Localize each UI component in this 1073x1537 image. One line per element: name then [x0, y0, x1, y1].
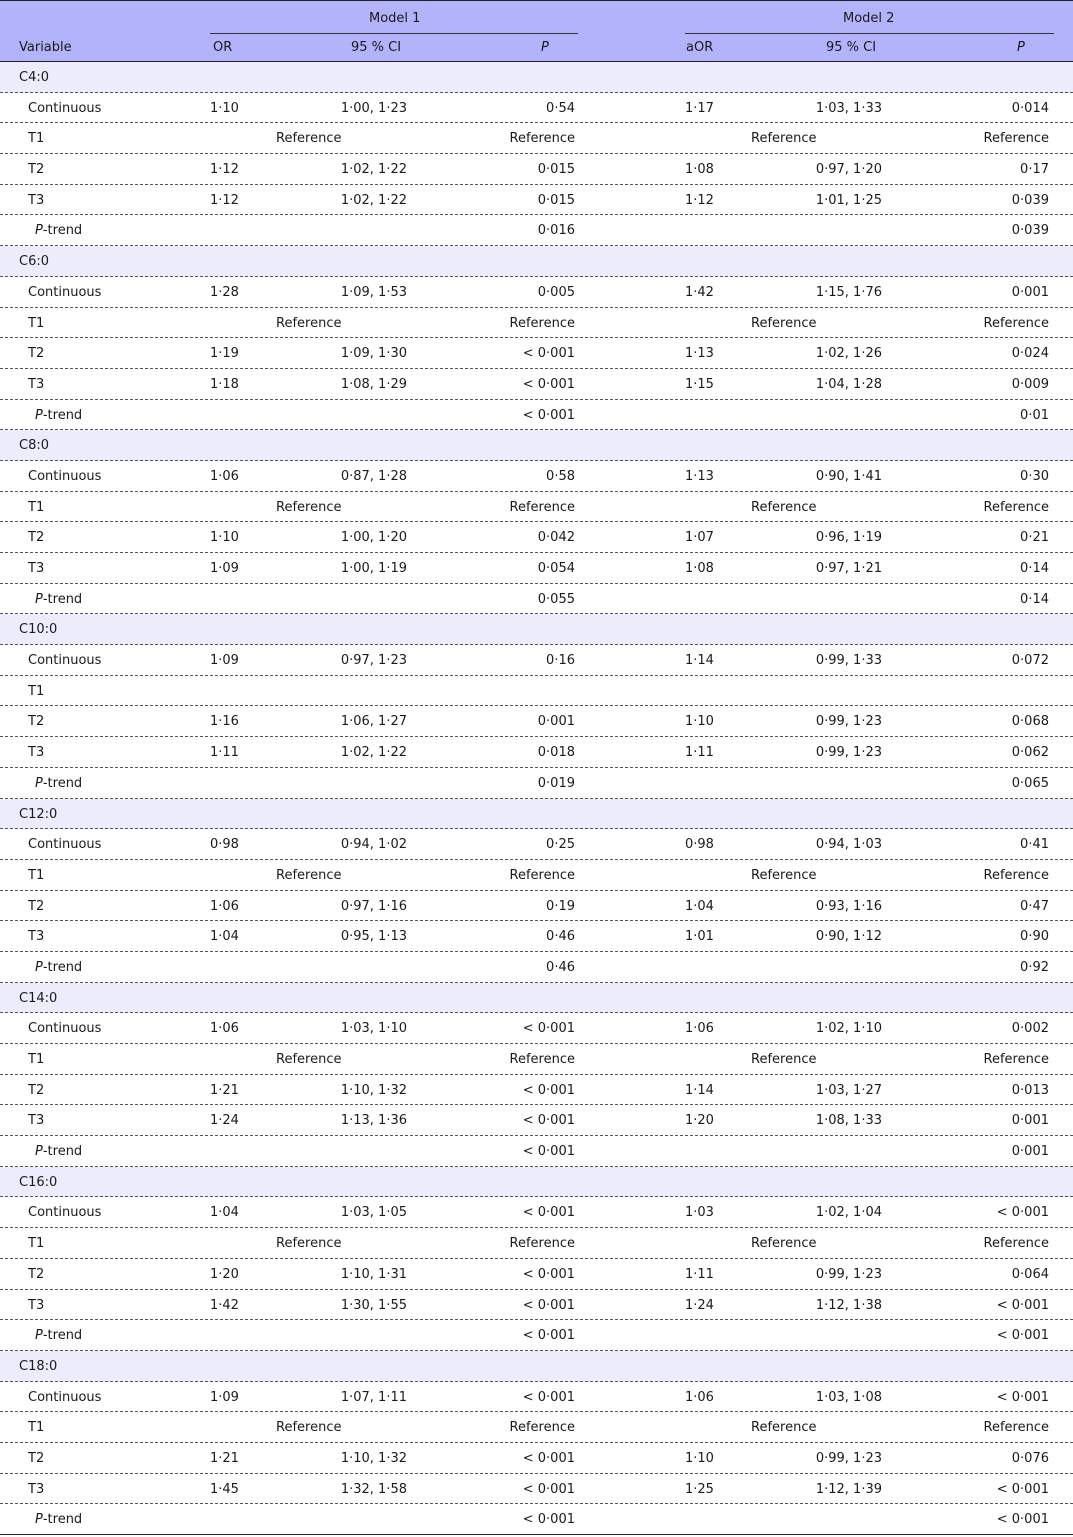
model2-or-cell: 1·25 — [685, 1481, 714, 1497]
row-label: T3 — [28, 1481, 45, 1497]
group-label: C12:0 — [19, 806, 58, 822]
table-row — [0, 1136, 1073, 1167]
table-row — [0, 338, 1073, 369]
row-label: T2 — [28, 1450, 45, 1466]
model1-ci-cell: 1·09, 1·53 — [340, 284, 407, 300]
row-label: P-trend — [35, 223, 83, 239]
ci1-heading: 95 % CI — [351, 40, 402, 55]
model2-p-cell: < 0·001 — [996, 1297, 1049, 1313]
model2-p-cell: 0·072 — [1011, 653, 1049, 669]
model2-or-cell: 1·10 — [685, 714, 714, 730]
model1-p-cell: 0·054 — [537, 561, 575, 576]
model2-heading: Model 2 — [843, 11, 895, 26]
table-row — [0, 829, 1073, 860]
table-row — [0, 1443, 1073, 1474]
model1-p-cell: Reference — [509, 1236, 575, 1252]
model1-p-cell: Reference — [509, 1052, 575, 1067]
model2-ci-cell: 1·04, 1·28 — [815, 376, 882, 392]
model1-heading: Model 1 — [369, 11, 421, 26]
model2-ci-cell: 0·99, 1·23 — [815, 714, 882, 730]
group-label: C10:0 — [19, 622, 58, 638]
model2-or-cell: 1·06 — [685, 1389, 714, 1405]
model2-ci-cell: 1·12, 1·38 — [815, 1297, 882, 1313]
group-row — [0, 1351, 1073, 1382]
model1-p-cell: 0·001 — [537, 714, 575, 730]
model1-p-cell: < 0·001 — [522, 1389, 575, 1405]
model1-p-cell: 0·055 — [537, 591, 575, 607]
table-row — [0, 93, 1073, 124]
p2-heading: P — [1017, 40, 1025, 55]
model2-or-cell: 1·01 — [685, 929, 714, 945]
model1-p-cell: < 0·001 — [522, 1082, 575, 1098]
model2-ci-cell: 0·99, 1·23 — [815, 745, 882, 761]
or-heading: OR — [213, 40, 233, 55]
model2-ci-cell: 0·99, 1·23 — [815, 1450, 882, 1466]
model1-or-cell: 1·42 — [210, 1297, 239, 1313]
row-label: T1 — [28, 867, 45, 883]
model1-or-cell: 1·09 — [210, 653, 239, 669]
model2-p-cell: 0·41 — [1020, 837, 1049, 853]
model1-ci-cell: 0·97, 1·16 — [340, 898, 407, 914]
model2-p-cell: Reference — [983, 867, 1049, 883]
model1-ci-cell: Reference — [276, 1236, 342, 1252]
variable-heading: Variable — [19, 40, 72, 55]
row-label: T1 — [28, 1420, 45, 1436]
table-row — [0, 461, 1073, 492]
model2-p-cell: 0·92 — [1020, 959, 1049, 975]
model1-ci-cell: 1·03, 1·10 — [340, 1021, 407, 1037]
row-label: T3 — [28, 1113, 45, 1129]
group-label: C16:0 — [19, 1174, 58, 1190]
table-row — [0, 1382, 1073, 1413]
model2-p-cell: < 0·001 — [996, 1205, 1049, 1221]
model2-p-cell: 0·064 — [1011, 1266, 1049, 1282]
model1-p-cell: Reference — [509, 315, 575, 331]
model2-or-cell: 1·24 — [685, 1297, 714, 1313]
model2-ci-cell: Reference — [751, 499, 817, 515]
model1-ci-cell: Reference — [276, 499, 342, 515]
model1-p-cell: < 0·001 — [522, 1512, 575, 1528]
model2-ci-cell: 0·99, 1·23 — [815, 1266, 882, 1282]
model2-p-cell: 0·14 — [1020, 591, 1049, 607]
model1-p-cell: 0·19 — [546, 898, 575, 914]
row-label: P-trend — [35, 1144, 83, 1160]
table-row — [0, 553, 1073, 584]
table-row — [0, 400, 1073, 431]
model1-or-cell: 1·21 — [210, 1082, 239, 1098]
model1-or-cell: 1·10 — [210, 100, 239, 116]
table-row — [0, 676, 1073, 707]
model1-p-cell: 0·019 — [537, 775, 575, 791]
ci2-heading: 95 % CI — [826, 40, 877, 55]
model2-p-cell: 0·90 — [1020, 929, 1049, 945]
row-label: P-trend — [35, 591, 83, 607]
table-row — [0, 308, 1073, 339]
model1-or-cell: 1·19 — [210, 346, 239, 362]
model2-p-cell: Reference — [983, 1420, 1049, 1436]
group-row — [0, 62, 1073, 93]
table-row — [0, 706, 1073, 737]
model1-p-cell: < 0·001 — [522, 407, 575, 423]
table-body — [0, 62, 1073, 1535]
model1-ci-cell: 0·94, 1·02 — [340, 837, 407, 853]
model1-p-cell: 0·018 — [537, 745, 575, 761]
row-label: T2 — [28, 714, 45, 730]
model2-ci-cell: Reference — [751, 1236, 817, 1252]
model1-ci-cell: 1·09, 1·30 — [340, 346, 407, 362]
model1-ci-cell: 1·02, 1·22 — [340, 162, 407, 178]
row-label: T1 — [28, 131, 45, 147]
model1-p-cell: < 0·001 — [522, 376, 575, 392]
table-row — [0, 185, 1073, 216]
model1-or-cell: 1·45 — [210, 1481, 239, 1497]
row-label: Continuous — [28, 837, 102, 853]
table-row — [0, 891, 1073, 922]
group-label: C6:0 — [19, 254, 49, 270]
model1-ci-cell: Reference — [276, 1052, 342, 1067]
model2-or-cell: 1·12 — [685, 192, 714, 208]
model1-ci-cell: 0·97, 1·23 — [340, 653, 407, 669]
model1-or-cell: 1·12 — [210, 162, 239, 178]
row-label: T1 — [28, 1236, 45, 1252]
row-label: P-trend — [35, 1328, 83, 1344]
table-row — [0, 1320, 1073, 1351]
model2-or-cell: 1·14 — [685, 1082, 714, 1098]
model2-ci-cell: 1·08, 1·33 — [815, 1113, 882, 1129]
table-row — [0, 1474, 1073, 1505]
model2-p-cell: 0·002 — [1011, 1021, 1049, 1037]
model1-p-cell: 0·042 — [537, 530, 575, 546]
model2-p-cell: 0·024 — [1011, 346, 1049, 362]
table-row — [0, 584, 1073, 615]
model1-ci-cell: 1·08, 1·29 — [340, 376, 407, 392]
table-row — [0, 369, 1073, 400]
table-row — [0, 1197, 1073, 1228]
model1-or-cell: 1·16 — [210, 714, 239, 730]
model1-or-cell: 1·20 — [210, 1266, 239, 1282]
model1-p-cell: < 0·001 — [522, 1144, 575, 1160]
model2-or-cell: 1·08 — [685, 162, 714, 178]
model2-ci-cell: 0·90, 1·12 — [815, 929, 882, 945]
row-label: T3 — [28, 1297, 45, 1313]
model2-p-cell: 0·30 — [1020, 468, 1049, 484]
row-label: T3 — [28, 561, 45, 576]
table-row — [0, 921, 1073, 952]
table-row — [0, 1075, 1073, 1106]
model2-p-cell: 0·065 — [1011, 775, 1049, 791]
model2-ci-cell: Reference — [751, 315, 817, 331]
group-row — [0, 246, 1073, 277]
model1-ci-cell: 1·00, 1·20 — [340, 530, 407, 546]
table-row — [0, 737, 1073, 768]
model1-p-cell: 0·58 — [546, 468, 575, 484]
model1-or-cell: 1·04 — [210, 1205, 239, 1221]
model1-or-cell: 1·06 — [210, 468, 239, 484]
model1-or-cell: 1·06 — [210, 1021, 239, 1037]
model1-p-cell: Reference — [509, 499, 575, 515]
model2-p-cell: 0·14 — [1020, 561, 1049, 576]
model1-ci-cell: Reference — [276, 131, 342, 147]
model2-or-cell: 1·42 — [685, 284, 714, 300]
model1-ci-cell: 1·06, 1·27 — [340, 714, 407, 730]
table-row — [0, 952, 1073, 983]
table-row — [0, 492, 1073, 523]
model2-ci-cell: 1·02, 1·26 — [815, 346, 882, 362]
model2-p-cell: Reference — [983, 499, 1049, 515]
model2-p-cell: 0·001 — [1011, 1113, 1049, 1129]
model2-or-cell: 1·13 — [685, 468, 714, 484]
model1-ci-cell: 0·95, 1·13 — [340, 929, 407, 945]
model1-p-cell: 0·54 — [546, 100, 575, 116]
model2-p-cell: < 0·001 — [996, 1481, 1049, 1497]
model2-or-cell: 1·03 — [685, 1205, 714, 1221]
model2-ci-cell: 0·93, 1·16 — [815, 898, 882, 914]
table-row — [0, 1044, 1073, 1075]
group-label: C18:0 — [19, 1358, 58, 1374]
row-label: T1 — [28, 315, 45, 331]
model1-p-cell: 0·46 — [546, 959, 575, 975]
table-header — [0, 0, 1073, 62]
table-row — [0, 1412, 1073, 1443]
model2-p-cell: 0·47 — [1020, 898, 1049, 914]
row-label: Continuous — [28, 1205, 102, 1221]
model2-or-cell: 1·06 — [685, 1021, 714, 1037]
row-label: T2 — [28, 1082, 45, 1098]
model2-ci-cell: 0·97, 1·21 — [815, 561, 882, 576]
model1-ci-cell: 1·07, 1·11 — [340, 1389, 407, 1405]
model2-ci-cell: 1·02, 1·10 — [815, 1021, 882, 1037]
model1-or-cell: 1·12 — [210, 192, 239, 208]
model1-or-cell: 1·28 — [210, 284, 239, 300]
model2-ci-cell: 1·02, 1·04 — [815, 1205, 882, 1221]
row-label: T2 — [28, 530, 45, 546]
model2-ci-cell: 0·94, 1·03 — [815, 837, 882, 853]
model2-ci-cell: 1·03, 1·27 — [815, 1082, 882, 1098]
row-label: Continuous — [28, 100, 102, 116]
model2-ci-cell: Reference — [751, 867, 817, 883]
model1-ci-cell: Reference — [276, 867, 342, 883]
model1-p-cell: < 0·001 — [522, 1450, 575, 1466]
row-label: Continuous — [28, 468, 102, 484]
table-row — [0, 154, 1073, 185]
model1-p-cell: < 0·001 — [522, 346, 575, 362]
table-row — [0, 215, 1073, 246]
model2-or-cell: 1·15 — [685, 376, 714, 392]
model2-or-cell: 0·98 — [685, 837, 714, 853]
table-row — [0, 860, 1073, 891]
row-label: Continuous — [28, 284, 102, 300]
model1-or-cell: 1·06 — [210, 898, 239, 914]
model2-or-cell: 1·11 — [685, 745, 714, 761]
model2-or-cell: 1·04 — [685, 898, 714, 914]
model2-ci-cell: Reference — [751, 1052, 817, 1067]
model1-p-cell: 0·016 — [537, 223, 575, 239]
row-label: T3 — [28, 192, 45, 208]
model2-p-cell: 0·21 — [1020, 530, 1049, 546]
table-row — [0, 1290, 1073, 1321]
model1-p-cell: 0·015 — [537, 192, 575, 208]
table-row — [0, 1504, 1073, 1535]
row-label: Continuous — [28, 1021, 102, 1037]
table-row — [0, 768, 1073, 799]
model2-rule — [685, 33, 1054, 34]
model2-ci-cell: 0·97, 1·20 — [815, 162, 882, 178]
table-row — [0, 1013, 1073, 1044]
row-label: P-trend — [35, 1512, 83, 1528]
model1-p-cell: < 0·001 — [522, 1328, 575, 1344]
model1-ci-cell: 1·30, 1·55 — [340, 1297, 407, 1313]
model2-p-cell: Reference — [983, 131, 1049, 147]
model2-p-cell: Reference — [983, 1052, 1049, 1067]
model2-or-cell: 1·08 — [685, 561, 714, 576]
model1-ci-cell: 1·13, 1·36 — [340, 1113, 407, 1129]
table-row — [0, 277, 1073, 308]
group-label: C8:0 — [19, 438, 49, 454]
p1-heading: P — [541, 40, 549, 55]
model1-p-cell: Reference — [509, 1420, 575, 1436]
model2-p-cell: 0·001 — [1011, 284, 1049, 300]
model1-ci-cell: 1·10, 1·32 — [340, 1450, 407, 1466]
model1-p-cell: 0·16 — [546, 653, 575, 669]
table-row — [0, 522, 1073, 553]
model2-ci-cell: 0·90, 1·41 — [815, 468, 882, 484]
model1-or-cell: 0·98 — [210, 837, 239, 853]
table-row — [0, 1105, 1073, 1136]
model1-ci-cell: 1·10, 1·32 — [340, 1082, 407, 1098]
model2-ci-cell: 0·96, 1·19 — [815, 530, 882, 546]
model2-p-cell: 0·009 — [1011, 376, 1049, 392]
model2-p-cell: < 0·001 — [996, 1389, 1049, 1405]
model2-p-cell: 0·039 — [1011, 223, 1049, 239]
model1-p-cell: < 0·001 — [522, 1481, 575, 1497]
model1-ci-cell: 1·02, 1·22 — [340, 745, 407, 761]
model1-ci-cell: Reference — [276, 1420, 342, 1436]
model1-or-cell: 1·09 — [210, 561, 239, 576]
model1-p-cell: Reference — [509, 131, 575, 147]
model1-ci-cell: 1·10, 1·31 — [340, 1266, 407, 1282]
model2-p-cell: 0·17 — [1020, 162, 1049, 178]
model1-p-cell: Reference — [509, 867, 575, 883]
row-label: Continuous — [28, 653, 102, 669]
row-label: P-trend — [35, 407, 83, 423]
model1-or-cell: 1·18 — [210, 376, 239, 392]
model2-p-cell: 0·076 — [1011, 1450, 1049, 1466]
row-label: T1 — [28, 683, 45, 699]
row-label: P-trend — [35, 959, 83, 975]
model2-or-cell: 1·07 — [685, 530, 714, 546]
group-row — [0, 1167, 1073, 1198]
model1-p-cell: 0·005 — [537, 284, 575, 300]
group-row — [0, 799, 1073, 830]
row-label: T2 — [28, 1266, 45, 1282]
model2-p-cell: 0·068 — [1011, 714, 1049, 730]
model1-or-cell: 1·21 — [210, 1450, 239, 1466]
row-label: T2 — [28, 162, 45, 178]
model1-ci-cell: 0·87, 1·28 — [340, 468, 407, 484]
model2-p-cell: 0·013 — [1011, 1082, 1049, 1098]
model2-ci-cell: 1·01, 1·25 — [815, 192, 882, 208]
table-row — [0, 1228, 1073, 1259]
model2-p-cell: Reference — [983, 315, 1049, 331]
model2-ci-cell: 0·99, 1·33 — [815, 653, 882, 669]
model2-or-cell: 1·13 — [685, 346, 714, 362]
model1-ci-cell: 1·02, 1·22 — [340, 192, 407, 208]
model1-p-cell: < 0·001 — [522, 1205, 575, 1221]
model1-rule — [210, 33, 578, 34]
model1-ci-cell: 1·00, 1·19 — [340, 561, 407, 576]
model2-p-cell: 0·039 — [1011, 192, 1049, 208]
model2-or-cell: 1·17 — [685, 100, 714, 116]
model1-p-cell: < 0·001 — [522, 1021, 575, 1037]
model2-ci-cell: 1·03, 1·08 — [815, 1389, 882, 1405]
model1-ci-cell: 1·03, 1·05 — [340, 1205, 407, 1221]
model2-ci-cell: 1·12, 1·39 — [815, 1481, 882, 1497]
row-label: T3 — [28, 745, 45, 761]
row-label: T2 — [28, 346, 45, 362]
model2-p-cell: < 0·001 — [996, 1512, 1049, 1528]
model2-p-cell: Reference — [983, 1236, 1049, 1252]
model2-ci-cell: Reference — [751, 131, 817, 147]
model1-p-cell: < 0·001 — [522, 1113, 575, 1129]
table-row — [0, 1259, 1073, 1290]
model2-ci-cell: 1·15, 1·76 — [815, 284, 882, 300]
group-label: C4:0 — [19, 70, 49, 85]
group-label: C14:0 — [19, 990, 58, 1006]
model2-p-cell: < 0·001 — [996, 1328, 1049, 1344]
model1-p-cell: 0·46 — [546, 929, 575, 945]
row-label: T2 — [28, 898, 45, 914]
model1-p-cell: 0·015 — [537, 162, 575, 178]
row-label: T3 — [28, 929, 45, 945]
model1-p-cell: 0·25 — [546, 837, 575, 853]
row-label: T1 — [28, 1052, 45, 1067]
row-label: T3 — [28, 376, 45, 392]
model1-ci-cell: 1·32, 1·58 — [340, 1481, 407, 1497]
model2-or-cell: 1·10 — [685, 1450, 714, 1466]
model1-or-cell: 1·24 — [210, 1113, 239, 1129]
group-row — [0, 614, 1073, 645]
model1-ci-cell: 1·00, 1·23 — [340, 100, 407, 116]
model2-or-cell: 1·11 — [685, 1266, 714, 1282]
model2-p-cell: 0·001 — [1011, 1144, 1049, 1160]
aor-heading: aOR — [686, 40, 714, 55]
model1-or-cell: 1·10 — [210, 530, 239, 546]
model1-or-cell: 1·09 — [210, 1389, 239, 1405]
model2-ci-cell: Reference — [751, 1420, 817, 1436]
model1-p-cell: < 0·001 — [522, 1297, 575, 1313]
row-label: T1 — [28, 499, 45, 515]
table-row — [0, 645, 1073, 676]
model2-p-cell: 0·014 — [1011, 100, 1049, 116]
row-label: Continuous — [28, 1389, 102, 1405]
group-row — [0, 983, 1073, 1014]
model1-or-cell: 1·04 — [210, 929, 239, 945]
model2-ci-cell: 1·03, 1·33 — [815, 100, 882, 116]
row-label: P-trend — [35, 775, 83, 791]
model2-p-cell: 0·062 — [1011, 745, 1049, 761]
model1-p-cell: < 0·001 — [522, 1266, 575, 1282]
model1-or-cell: 1·11 — [210, 745, 239, 761]
model2-or-cell: 1·20 — [685, 1113, 714, 1129]
model1-ci-cell: Reference — [276, 315, 342, 331]
group-row — [0, 430, 1073, 461]
model2-or-cell: 1·14 — [685, 653, 714, 669]
table-row — [0, 123, 1073, 154]
model2-p-cell: 0·01 — [1020, 407, 1049, 423]
